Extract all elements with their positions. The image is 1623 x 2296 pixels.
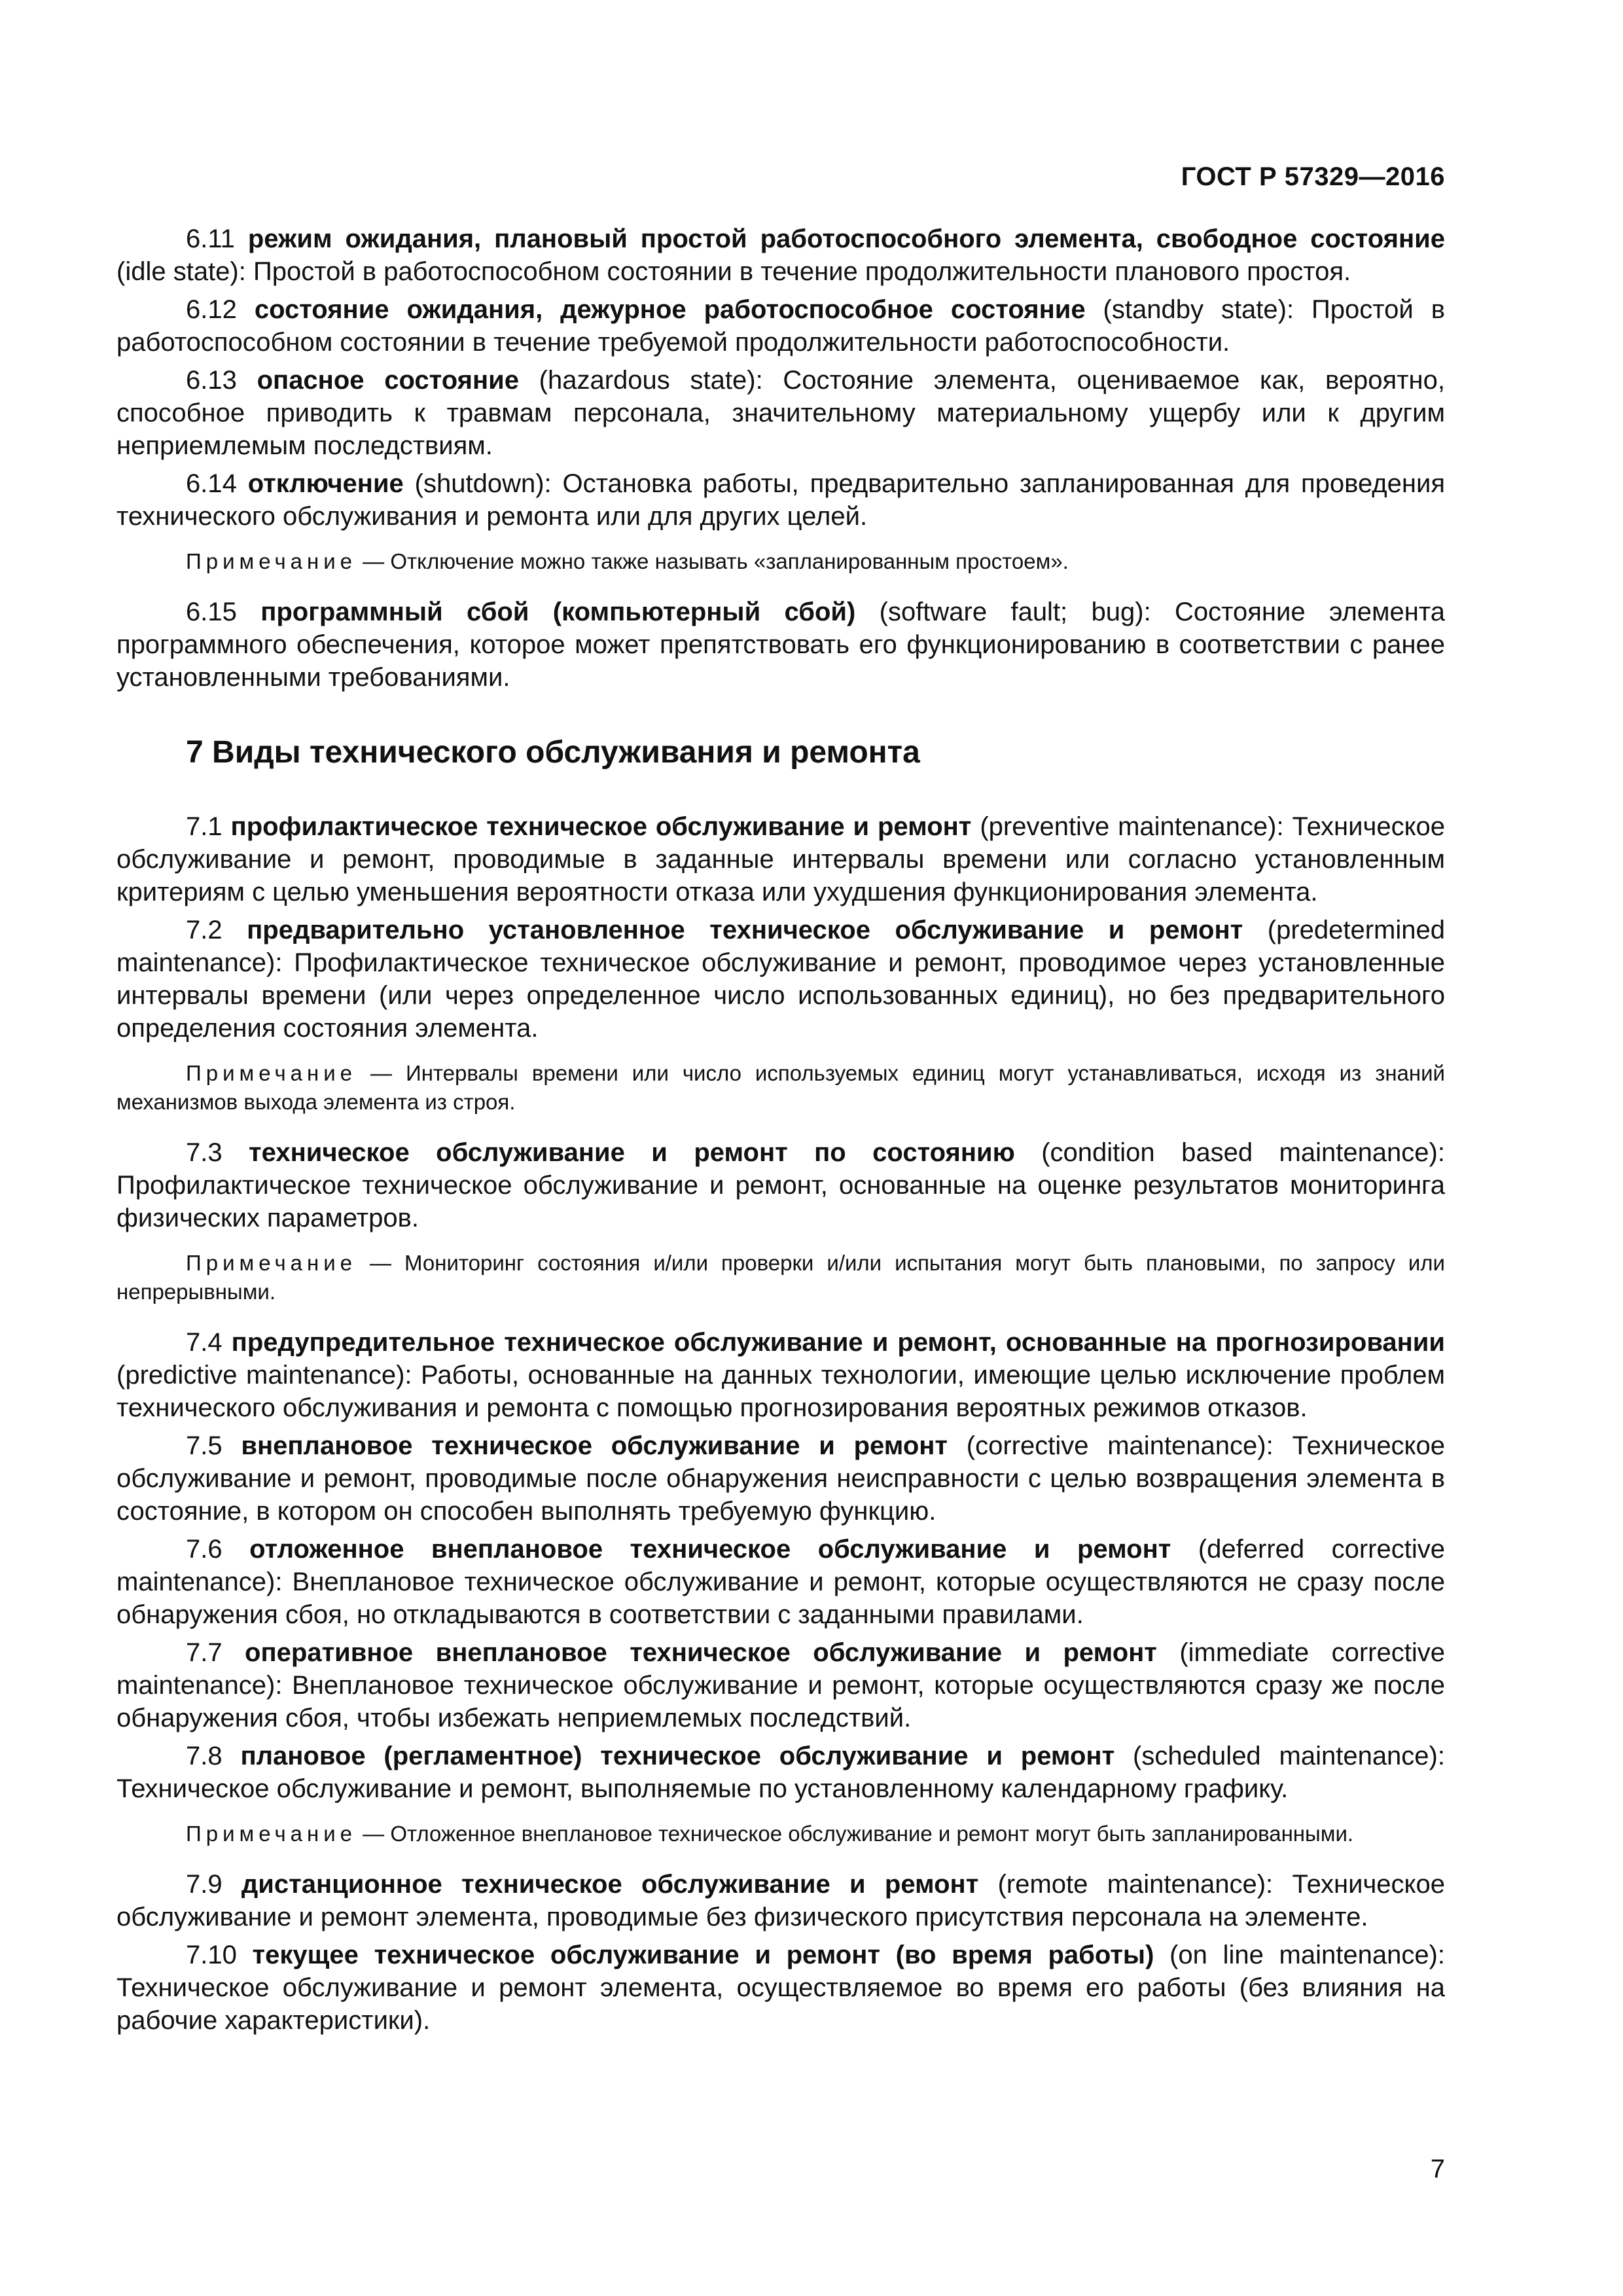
page-number: 7 (1430, 2155, 1445, 2183)
note-7-3: Примечание — Мониторинг состояния и/или проверки и/или испытания могут быть плановыми, по запросу или непрерывными. (116, 1251, 1445, 1304)
term-7-9: 7.9 дистанционное техническое обслуживание и ремонт (remote maintenance): Техническое обслуживание и ремонт элемента, проводимые без физического присутствия персонала на элементе. (116, 1870, 1445, 1931)
note-label: Примечание (186, 1251, 357, 1275)
term-7-3: 7.3 техническое обслуживание и ремонт по состоянию (condition based maintenance): Профилактическое техническое обслуживание и ремонт, основанные на оценке результатов мониторинга физических параметров. (116, 1138, 1445, 1232)
document-content (116, 223, 1445, 2042)
term-6-11: 6.11 режим ожидания, плановый простой работоспособного элемента, свободное состояние (idle state): Простой в работоспособном состоянии в течение продолжительности планового простоя. (116, 224, 1445, 286)
term-6-15: 6.15 программный сбой (компьютерный сбой) (software fault; bug): Состояние элемента программного обеспечения, которое может препятствовать его функционированию в соответствии с ранее установленными требованиями. (116, 598, 1446, 692)
term-6-12: 6.12 состояние ожидания, дежурное работоспособное состояние (standby state): Простой в работоспособном состоянии в течение требуемой продолжительности работоспособности. (116, 295, 1445, 357)
term-7-2: 7.2 предварительно установленное техническое обслуживание и ремонт (predetermined maintenance): Профилактическое техническое обслуживание и ремонт, проводимое через установленные интервалы времени (или через определенное число использованных единиц), но без предварительного определения состояния элемента. (116, 916, 1446, 1043)
note-7-2: Примечание — Интервалы времени или число используемых единиц могут устанавливаться, исходя из знаний механизмов выхода элемента из строя. (116, 1061, 1445, 1114)
note-label: Примечание (186, 1061, 357, 1085)
document-page (116, 0, 1445, 2296)
term-7-4: 7.4 предупредительное техническое обслуживание и ремонт, основанные на прогнозировании (predictive maintenance): Работы, основанные на данных технологии, имеющие целью исключение проблем технического обслуживания и ремонта с помощью прогнозирования вероятных режимов отказов. (116, 1328, 1445, 1422)
document-header: ГОСТ Р 57329—2016 (1181, 162, 1445, 191)
term-7-7: 7.7 оперативное внеплановое техническое обслуживание и ремонт (immediate corrective maintenance): Внеплановое техническое обслуживание и ремонт, которые осуществляются сразу же после обнаружения сбоя, чтобы избежать неприемлемых последствий. (116, 1638, 1445, 1732)
term-7-10: 7.10 текущее техническое обслуживание и ремонт (во время работы) (on line maintenance): Техническое обслуживание и ремонт элемента, осуществляемое во время его работы (без влияния на рабочие характеристики). (116, 1941, 1445, 2035)
section-title-7: 7 Виды технического обслуживания и ремонта (186, 735, 920, 770)
term-6-13: 6.13 опасное состояние (hazardous state): Состояние элемента, оцениваемое как, вероятно, способное приводить к травмам персонала, значительному материальному ущербу или к другим неприемлемым последствиям. (116, 366, 1445, 460)
term-7-5: 7.5 внеплановое техническое обслуживание и ремонт (corrective maintenance): Техническое обслуживание и ремонт, проводимые после обнаружения неисправности с целью возвращения элемента в состояние, в котором он способен выполнять требуемую функцию. (116, 1431, 1445, 1526)
note-label: Примечание (186, 1821, 357, 1846)
note-label: Примечание (186, 549, 357, 573)
term-7-6: 7.6 отложенное внеплановое техническое обслуживание и ремонт (deferred corrective maintenance): Внеплановое техническое обслуживание и ремонт, которые осуществляются не сразу после обнаружения сбоя, но откладываются в соответствии с заданными правилами. (116, 1535, 1445, 1629)
note-6-14: Примечание — Отключение можно также называть «запланированным простоем». (186, 549, 1069, 573)
note-7-8: Примечание — Отложенное внеплановое техническое обслуживание и ремонт могут быть запланированными. (186, 1821, 1354, 1846)
term-7-8: 7.8 плановое (регламентное) техническое обслуживание и ремонт (scheduled maintenance): Техническое обслуживание и ремонт, выполняемые по установленному календарному графику. (116, 1742, 1445, 1803)
term-6-14: 6.14 отключение (shutdown): Остановка работы, предварительно запланированная для проведения технического обслуживания и ремонта или для других целей. (116, 469, 1445, 531)
term-7-1: 7.1 профилактическое техническое обслуживание и ремонт (preventive maintenance): Техническое обслуживание и ремонт, проводимые в заданные интервалы времени или согласно установленным критериям с целью уменьшения вероятности отказа или ухудшения функционирования элемента. (116, 812, 1446, 906)
